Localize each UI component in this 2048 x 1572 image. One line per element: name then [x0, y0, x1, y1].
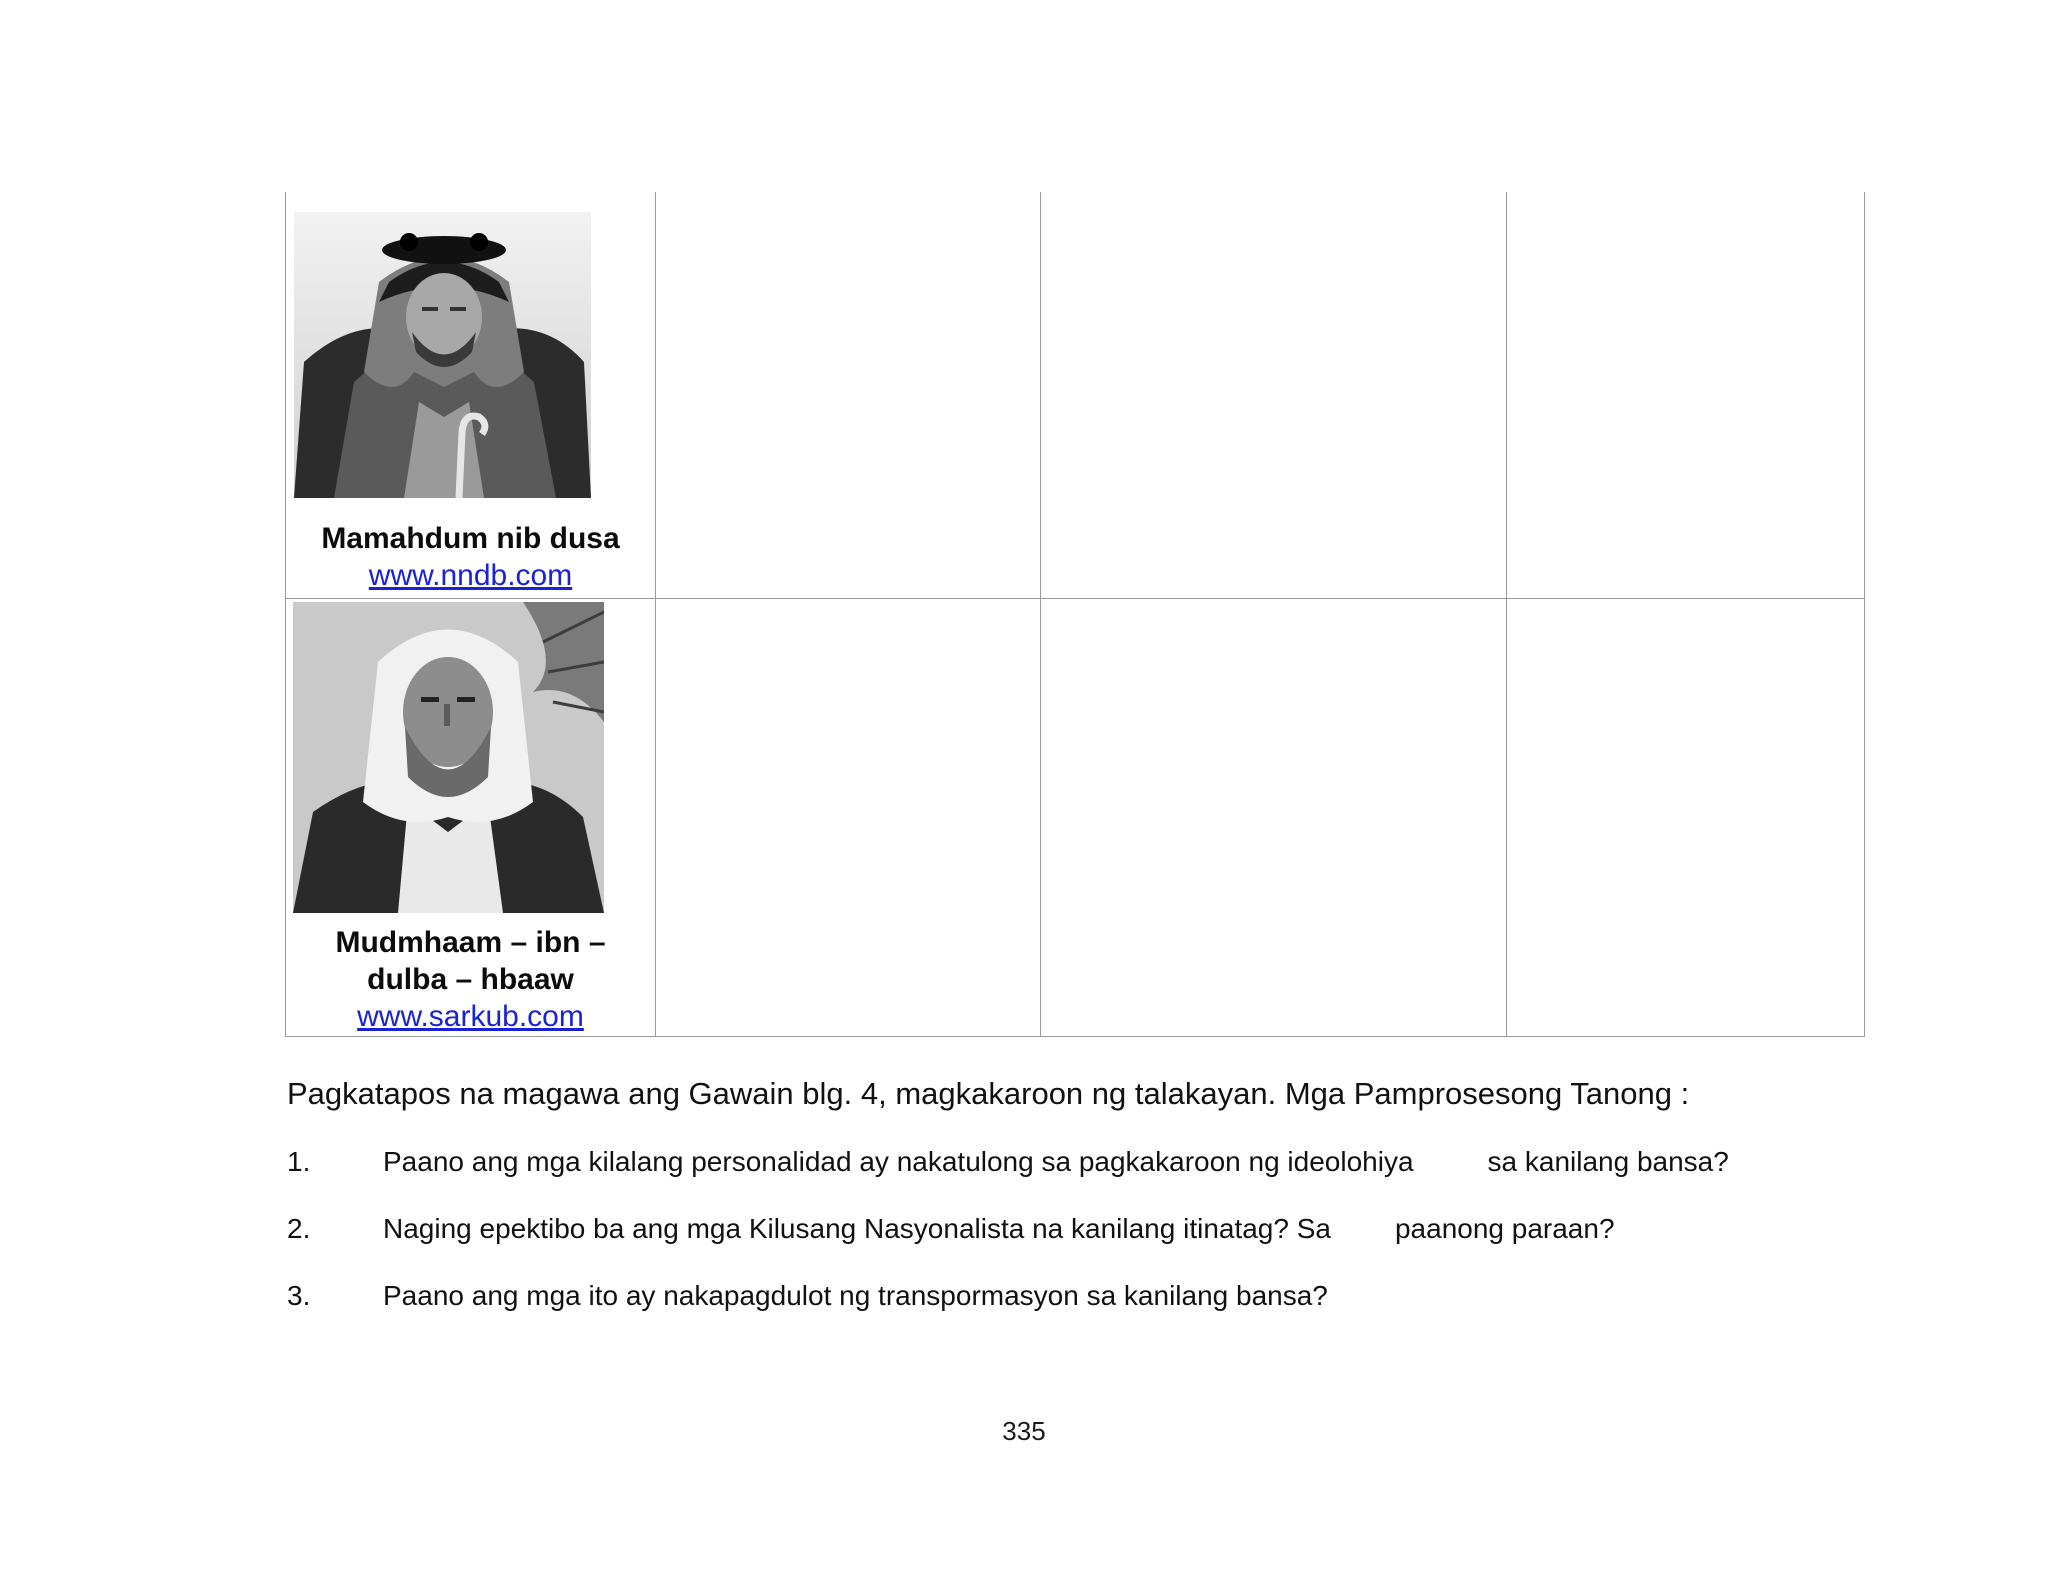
person-name: Mamahdum nib dusa: [321, 522, 620, 555]
table-row: [286, 598, 655, 1037]
question-text: Naging epektibo ba ang mga Kilusang Nasyonalista na kanilang itinatag? Sa: [383, 1213, 1331, 1244]
list-item: [287, 1211, 1615, 1247]
list-item: [287, 1278, 1328, 1314]
portrait-photo-turban-icon: [293, 602, 604, 913]
source-link[interactable]: www.sarkub.com: [357, 1000, 584, 1033]
table-column-divider: [1040, 192, 1041, 1036]
table-column-divider: [655, 192, 656, 1036]
page-number: 335: [1002, 1416, 1046, 1446]
question-number: 3.: [287, 1280, 311, 1311]
question-number: 1.: [287, 1146, 311, 1177]
discussion-intro: Pagkatapos na magawa ang Gawain blg. 4, magkakaroon ng talakayan. Mga Pamprosesong Tanong :: [287, 1076, 1690, 1111]
portrait-photo-kufiya-icon: [294, 212, 591, 498]
question-text: Paano ang mga ito ay nakapagdulot ng transpormasyon sa kanilang bansa?: [383, 1280, 1328, 1311]
question-text: sa kanilang bansa?: [1487, 1146, 1729, 1177]
source-link[interactable]: www.nndb.com: [368, 559, 573, 592]
table-row: [286, 192, 655, 598]
table-column-divider: [1506, 192, 1507, 1036]
question-text: paanong paraan?: [1394, 1213, 1615, 1244]
question-text: Paano ang mga kilalang personalidad ay nakatulong sa pagkakaroon ng ideolohiya: [383, 1146, 1414, 1177]
person-name: Mudmhaam – ibn –: [335, 926, 606, 959]
person-name: dulba – hbaaw: [367, 963, 574, 996]
list-item: [287, 1144, 1729, 1180]
question-number: 2.: [287, 1213, 311, 1244]
personalities-table: [285, 192, 1865, 1037]
